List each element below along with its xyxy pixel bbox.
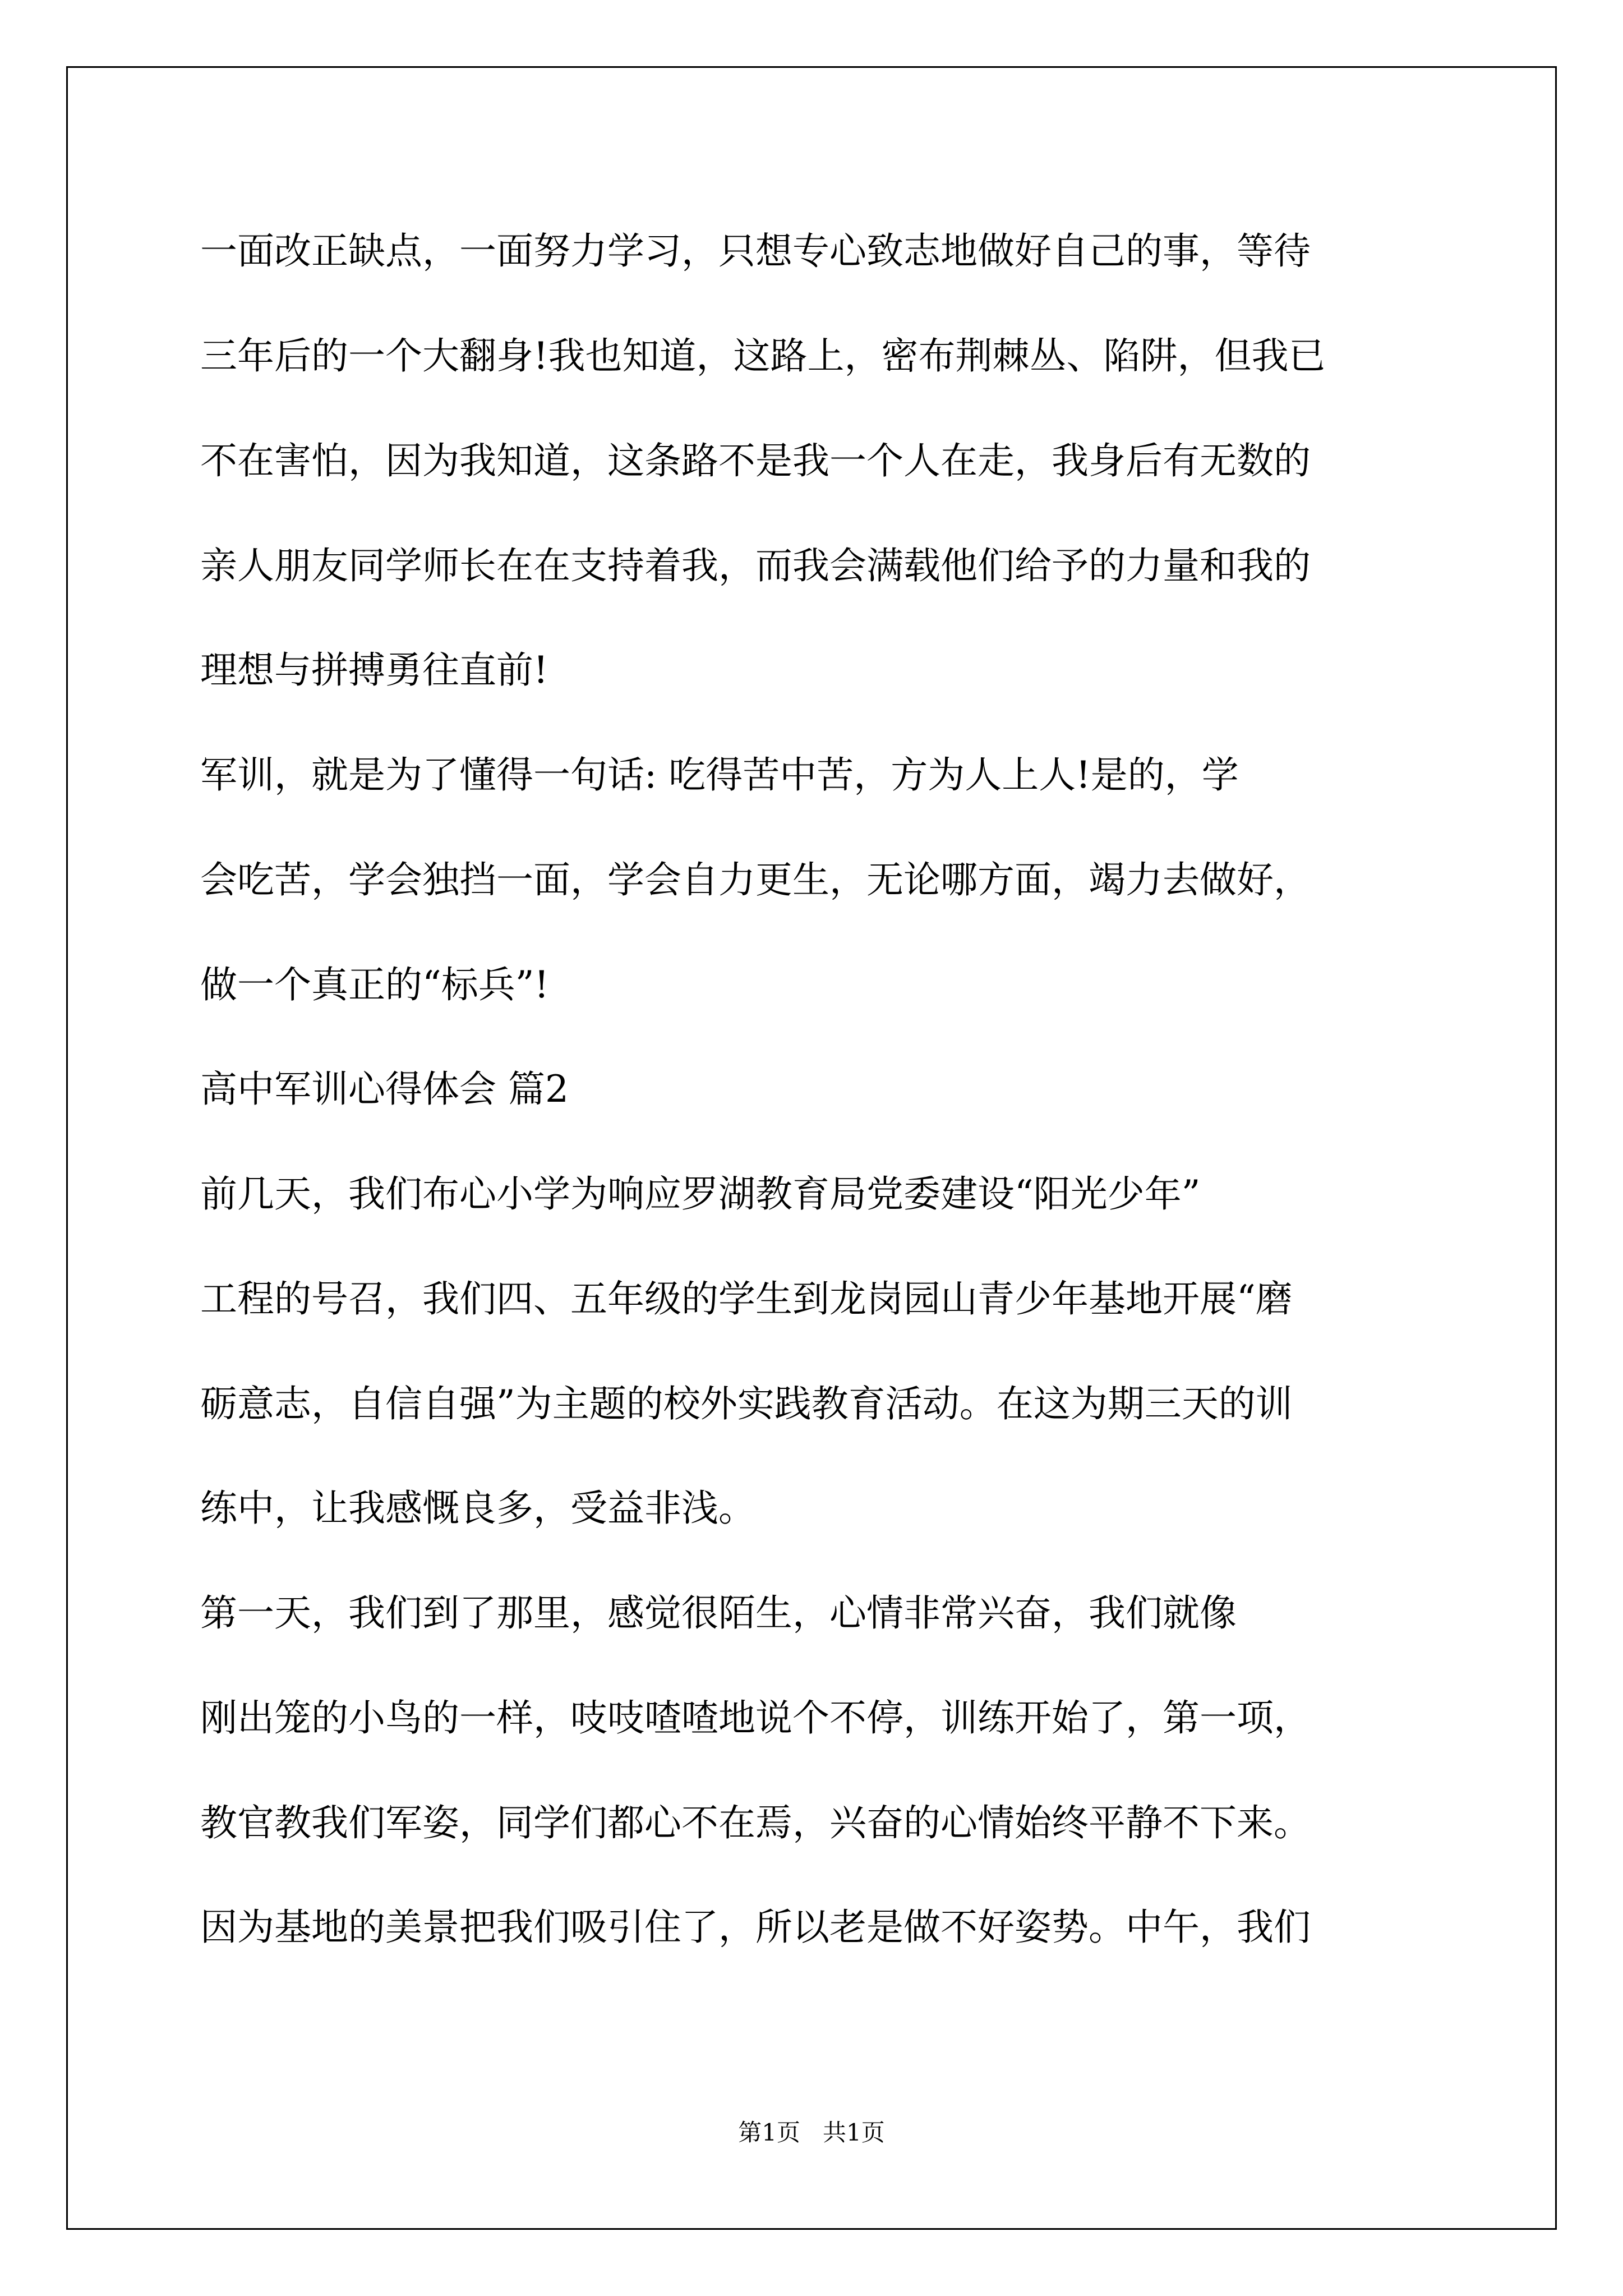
body-line-4: 亲人朋友同学师长在在支持着我，而我会满载他们给予的力量和我的 [200,544,1311,587]
body-line-2: 三年后的一个大翻身!我也知道，这路上，密布荆棘丛、陷阱，但我已 [200,334,1326,378]
body-line-13: 第一天，我们到了那里，感觉很陌生，心情非常兴奋，我们就像 [200,1591,1237,1635]
section-heading: 高中军训心得体会 篇2 [200,1068,569,1111]
body-line-8: 做一个真正的“标兵”! [200,963,550,1006]
body-line-11: 砺意志，自信自强”为主题的校外实践教育活动。在这为期三天的训 [200,1382,1293,1425]
body-line-5: 理想与拼搏勇往直前! [200,648,548,692]
body-line-1: 一面改正缺点，一面努力学习，只想专心致志地做好自己的事，等待 [200,229,1311,273]
body-line-7: 会吃苦，学会独挡一面，学会自力更生，无论哪方面，竭力去做好， [200,858,1311,901]
page-number-footer: 第1页 共1页 [738,2119,885,2146]
body-line-10: 工程的号召，我们四、五年级的学生到龙岗园山青少年基地开展“磨 [200,1277,1293,1320]
body-line-6: 军训，就是为了懂得一句话: 吃得苦中苦，方为人上人!是的，学 [200,753,1239,797]
body-line-3: 不在害怕，因为我知道，这条路不是我一个人在走，我身后有无数的 [200,439,1311,482]
body-line-14: 刚出笼的小鸟的一样，吱吱喳喳地说个不停，训练开始了，第一项， [200,1696,1311,1740]
body-line-9: 前几天，我们布心小学为响应罗湖教育局党委建设“阳光少年” [200,1172,1201,1216]
body-line-15: 教官教我们军姿，同学们都心不在焉，兴奋的心情始终平静不下来。 [200,1801,1311,1844]
body-line-16: 因为基地的美景把我们吸引住了，所以老是做不好姿势。中午，我们 [200,1906,1311,1949]
body-line-12: 练中，让我感慨良多，受益非浅。 [200,1487,755,1530]
